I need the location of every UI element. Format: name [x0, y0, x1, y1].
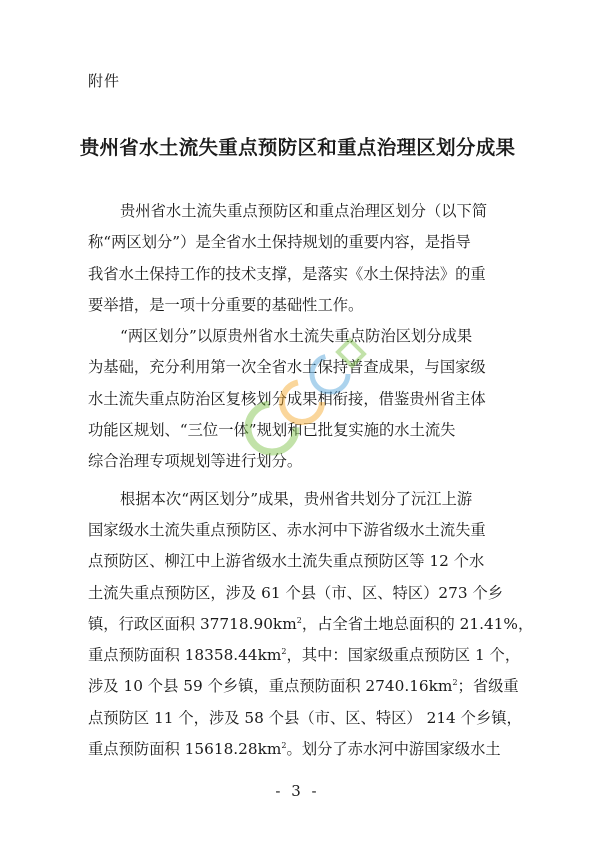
paragraph-2-line: 水土流失重点防治区复核划分成果相衔接，借鉴贵州省主体 [88, 389, 486, 408]
superscript: 2 [452, 678, 458, 688]
paragraph-2-line: 综合治理专项规划等进行划分。 [88, 452, 303, 471]
annex-label: 附件 [88, 72, 121, 90]
page-number: - 3 - [275, 782, 320, 800]
paragraph-1-line: 称“两区划分”）是全省水土保持规划的重要内容，是指导 [88, 233, 471, 252]
superscript: 2 [281, 740, 287, 750]
paragraph-1-line: 贵州省水土流失重点预防区和重点治理区划分（以下简 [120, 202, 488, 220]
paragraph-1-line: 要举措，是一项十分重要的基础性工作。 [88, 295, 364, 314]
paragraph-2-line: “两区划分”以原贵州省水土流失重点防治区划分成果 [120, 327, 473, 346]
paragraph-3-line [88, 640, 521, 671]
watermark-logo-icon [214, 310, 384, 480]
superscript: 2 [296, 615, 302, 625]
paragraph-3-line: 国家级水土流失重点预防区、赤水河中下游省级水土流失重 [88, 520, 486, 539]
paragraph-1-line: 我省水土保持工作的技术支撑，是落实《水土保持法》的重 [88, 264, 486, 283]
text-fragment: 镇，行政区面积 37718.90km [88, 614, 297, 633]
text-fragment: ；省级重 [457, 677, 519, 696]
text-fragment: 。划分了赤水河中游国家级水土 [286, 740, 501, 759]
paragraph-3-line [88, 734, 518, 765]
paragraph-2-line: 功能区规划、“三位一体”规划和已批复实施的水土流失 [88, 421, 456, 440]
text-fragment: 重点预防面积 18358.44km [88, 646, 282, 665]
document-body [88, 196, 534, 765]
superscript: 2 [281, 647, 287, 657]
text-fragment: 涉及 10 个县 59 个乡镇，重点预防面积 2740.16km [88, 677, 453, 696]
text-fragment: ，其中：国家级重点预防区 1 个， [286, 646, 521, 665]
paragraph-2-line: 为基础，充分利用第一次全省水土保持普查成果，与国家级 [88, 358, 486, 377]
paragraph-3-line: 土流失重点预防区，涉及 61 个县（市、区、特区）273 个乡 [88, 583, 504, 602]
paragraph-3-line: 根据本次“两区划分”成果，贵州省共划分了沅江上游 [120, 489, 473, 508]
paragraph-3-line [88, 609, 534, 640]
paragraph-3-line [88, 671, 518, 702]
text-fragment: 重点预防面积 15618.28km [88, 740, 282, 759]
text-fragment: ，占全省土地总面积的 21.41%， [301, 614, 534, 633]
paragraph-3-line: 点预防区 11 个，涉及 58 个县（市、区、特区） 214 个乡镇， [88, 708, 522, 727]
document-title: 贵州省水土流失重点预防区和重点治理区划分成果 [79, 136, 516, 159]
paragraph-3-line: 点预防区、柳江中上游省级水土流失重点预防区等 12 个水 [88, 552, 485, 571]
